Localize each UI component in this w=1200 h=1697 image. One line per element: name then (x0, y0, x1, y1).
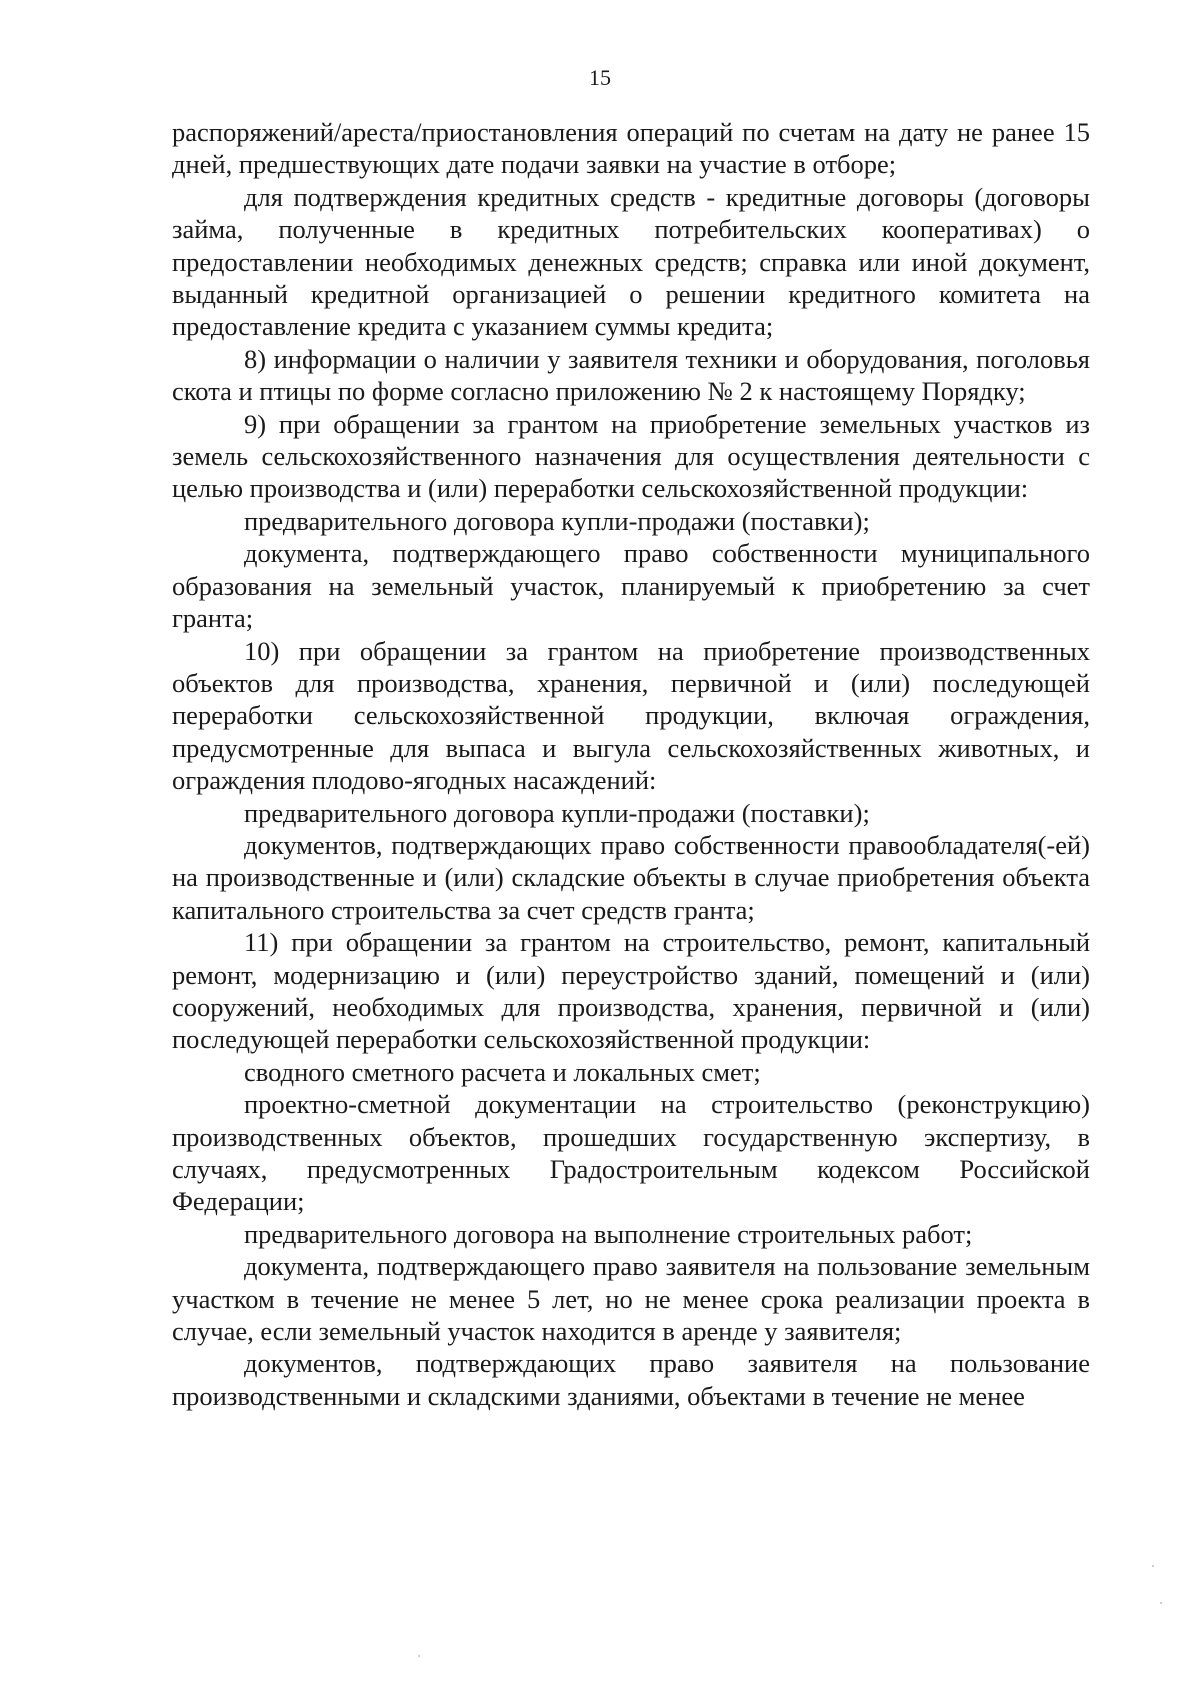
paragraph-item-11: 11) при обращении за грантом на строительство, ремонт, капитальный ремонт, модернизацию и (или) переустройство зданий, помещений и (или) сооружений, необходимых для производства, хранения, первичной и (или) последующей переработки сельскохозяйственной продукции: (172, 927, 1090, 1055)
paragraph-item-11-construction-contract: предварительного договора на выполнение строительных работ; (244, 1218, 973, 1249)
paragraph-item-11-design-docs: проектно-сметной документации на строительство (реконструкцию) производственных объектов, прошедших государственную экспертизу, в случаях, предусмотренных Градостроительным кодексом Российской Федерации; (172, 1089, 1090, 1217)
paragraph-item-11-land-right: документа, подтверждающего право заявителя на пользование земельным участком в течение не менее 5 лет, но не менее срока реализации проекта в случае, если земельный участок находится в аренде у заявителя; (172, 1251, 1090, 1347)
paragraph-item-11-estimate: сводного сметного расчета и локальных смет; (244, 1056, 761, 1087)
paragraph-item-8: 8) информации о наличии у заявителя техники и оборудования, поголовья скота и птицы по форме согласно приложению № 2 к настоящему Порядку; (172, 343, 1090, 407)
paragraph-item-11-buildings-right: документов, подтверждающих право заявителя на пользование производственными и складскими зданиями, объектами в течение не менее (172, 1348, 1090, 1411)
paragraph-credit-funds: для подтверждения кредитных средств - кредитные договоры (договоры займа, полученные в кредитных потребительских кооперативах) о предоставлении необходимых денежных средств; справка или иной документ, выданный кредитной организацией о решении кредитного комитета на предоставление кредита с указанием суммы кредита; (172, 181, 1090, 342)
page-number: 15 (589, 65, 611, 90)
scan-speck (1160, 1602, 1162, 1604)
paragraph-item-9: 9) при обращении за грантом на приобретение земельных участков из земель сельскохозяйственного назначения для осуществления деятельности с целью производства и (или) переработки сельскохозяйственной продукции: (172, 408, 1090, 504)
paragraph-continuation: распоряжений/ареста/приостановления операций по счетам на дату не ранее 15 дней, предшествующих дате подачи заявки на участие в отборе; (172, 117, 1090, 180)
scan-speck (1152, 1565, 1154, 1567)
paragraph-item-10-ownership: документов, подтверждающих право собственности правообладателя(-ей) на производственные и (или) складские объекты в случае приобретения объекта капитального строительства за счет средств гранта; (172, 829, 1090, 925)
document-body (172, 116, 1090, 1412)
paragraph-item-9-ownership: документа, подтверждающего право собственности муниципального образования на земельный участок, планируемый к приобретению за счет гранта; (172, 538, 1090, 634)
paragraph-item-10: 10) при обращении за грантом на приобретение производственных объектов для производства, хранения, первичной и (или) последующей переработки сельскохозяйственной продукции, включая ограждения, предусмотренные для выпаса и выгула сельскохозяйственных животных, и ограждения плодово-ягодных насаждений: (172, 635, 1090, 796)
paragraph-item-10-contract: предварительного договора купли-продажи (поставки); (244, 797, 870, 828)
paragraph-item-9-contract: предварительного договора купли-продажи (поставки); (244, 505, 870, 536)
scan-speck (418, 1655, 420, 1657)
